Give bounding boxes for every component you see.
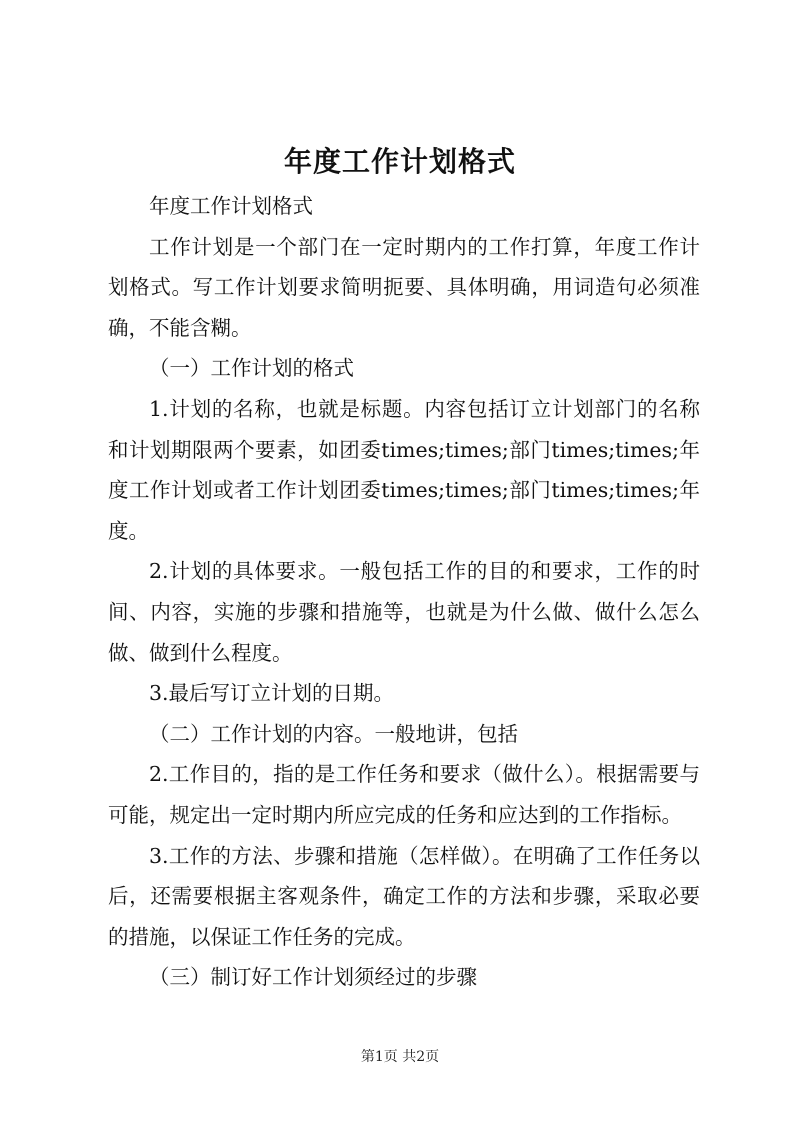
document-title: 年度工作计划格式: [283, 145, 516, 178]
page-footer: 第1页 共2页: [360, 1049, 440, 1065]
section-heading-1: （一）工作计划的格式: [149, 356, 354, 381]
paragraph-subtitle: 年度工作计划格式: [149, 194, 313, 218]
paragraph-intro: 工作计划是一个部门在一定时期内的工作打算，年度工作计划格式。写工作计划要求简明扼要、具体明确，用词造句必须准确，不能含糊。: [108, 234, 700, 340]
paragraph-item-3: 3.最后写订立计划的日期。: [149, 681, 395, 706]
document-body: [108, 186, 700, 998]
paragraph-content-3: 3.工作的方法、步骤和措施（怎样做）。在明确了工作任务以后，还需要根据主客观条件，确定工作的方法和步骤，采取必要的措施，以保证工作任务的完成。: [108, 843, 700, 949]
section-heading-2: （二）工作计划的内容。一般地讲，包括: [149, 721, 518, 746]
section-heading-3: （三）制订好工作计划须经过的步骤: [149, 965, 477, 990]
paragraph-item-1: 1.计划的名称，也就是标题。内容包括订立计划部门的名称和计划期限两个要素，如团委times;times;部门times;times;年度工作计划或者工作计划团委times;times;部门times;times;年度。: [108, 396, 700, 543]
paragraph-item-2: 2.计划的具体要求。一般包括工作的目的和要求，工作的时间、内容，实施的步骤和措施等，也就是为什么做、做什么怎么做、做到什么程度。: [108, 559, 700, 665]
paragraph-content-2: 2.工作目的，指的是工作任务和要求（做什么）。根据需要与可能，规定出一定时期内所应完成的任务和应达到的工作指标。: [108, 762, 700, 827]
